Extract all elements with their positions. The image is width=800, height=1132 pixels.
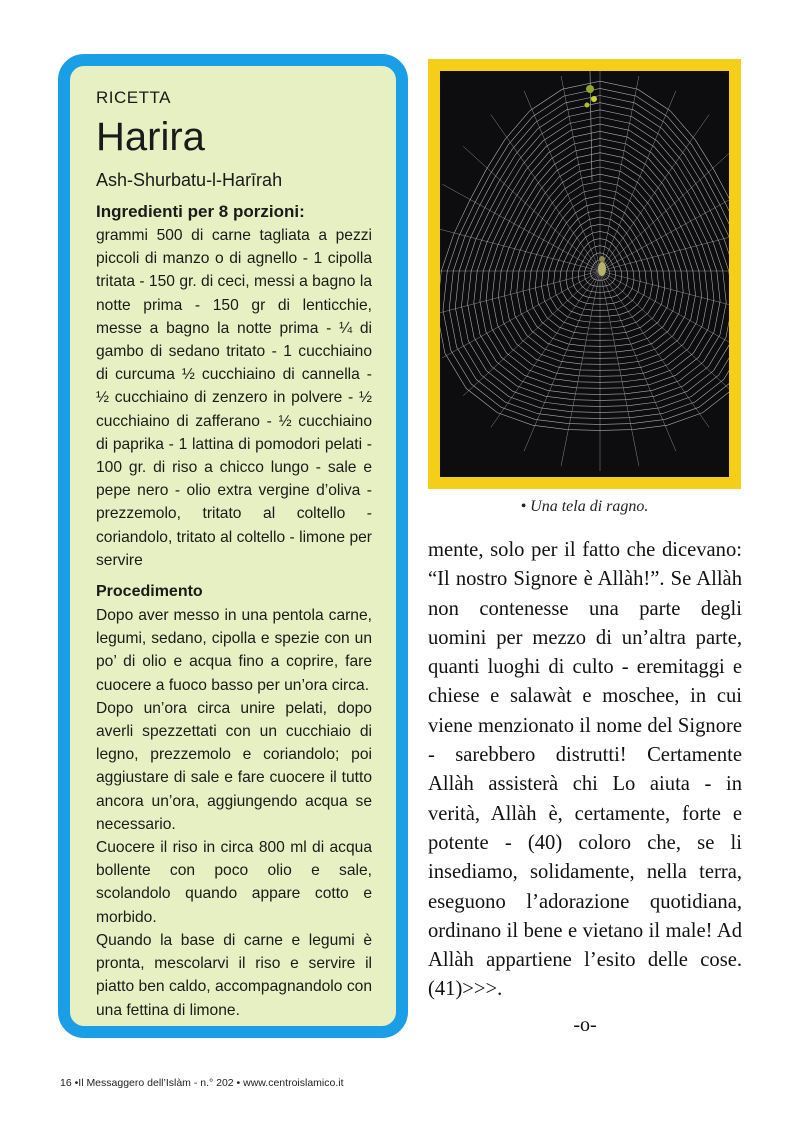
spider-icon bbox=[598, 256, 606, 276]
spider-web-photo bbox=[440, 71, 729, 477]
ingredients-heading: Ingredienti per 8 porzioni: bbox=[96, 202, 305, 221]
photo-caption: • Una tela di ragno. bbox=[520, 498, 649, 515]
article-paragraph: mente, solo per il fatto che dicevano: “Il nostro Signore è Allàh!”. Se Allàh non contenesse una parte degli uomini per mezzo di un’altra parte, quanti luoghi di culto - eremitaggi e chiese e salawàt e moschee, in cui viene menzionato il nome del Signore - sarebbero distrutti! Certamente Allàh assisterà chi Lo aiuta - in verità, Allàh è, certamente, forte e potente - (40) coloro che, se li insediamo, solidamente, nella terra, eseguono l’adorazione quotidiana, ordinano il bene e vietano il male! Ad Allàh appartiene l’esito delle cose. (41)>>>. bbox=[428, 539, 742, 1001]
end-mark: -o- bbox=[573, 1014, 597, 1036]
procedure-paragraph: Quando la base di carne e legumi è pronta, mescolarvi il riso e servire il piatto ben caldo, accompagnandolo con una fettina di limone. bbox=[96, 931, 372, 1019]
recipe-kicker: RICETTA bbox=[96, 88, 171, 107]
procedure-paragraph: Dopo un’ora circa unire pelati, dopo averli spezzettati con un cucchiaio di legno, prezzemolo e coriandolo; poi aggiustare di sale e fare cuocere il tutto ancora un’ora, aggiungendo acqua se necessario. bbox=[96, 699, 372, 833]
recipe-subtitle: Ash-Shurbatu-l-Harīrah bbox=[96, 170, 283, 190]
page-footer: 16 •Il Messaggero dell’Islàm - n.° 202 • www.centroislamico.it bbox=[60, 1077, 344, 1089]
recipe-box bbox=[58, 54, 408, 1038]
ingredients-text: grammi 500 di carne tagliata a pezzi piccoli di manzo o di agnello - 1 cipolla tritata - 150 gr. di ceci, messi a bagno la notte prima - 150 gr di lenticchie, messe a bagno la notte prima - ¼ di gambo di sedano tritato - 1 cucchiaino di curcuma ½ cucchiaino di cannella - ½ cucchiaino di zenzero in polvere - ½ cucchiaino di zafferano - ½ cucchiaino di paprika - 1 lattina di pomodori pelati - 100 gr. di riso a chicco lungo - sale e pepe nero - olio extra vergine d’oliva - prezzemolo, tritato al coltello - coriandolo, tritato al coltello - limone per servire bbox=[96, 227, 372, 569]
procedure-paragraph: Cuocere il riso in circa 800 ml di acqua bollente con poco olio e sale, scolandolo quando appare cotto e morbido. bbox=[96, 839, 372, 926]
recipe-title: Harira bbox=[96, 115, 205, 159]
article-text-column bbox=[428, 536, 742, 1005]
spider-web-photo-frame bbox=[428, 59, 741, 489]
procedure-paragraph: Dopo aver messo in una pentola carne, legumi, sedano, cipolla e spezie con un po’ di olio e acqua fino a coprire, fare cuocere a fuoco basso per un’ora circa. bbox=[96, 607, 372, 694]
procedure-heading: Procedimento bbox=[96, 583, 203, 601]
